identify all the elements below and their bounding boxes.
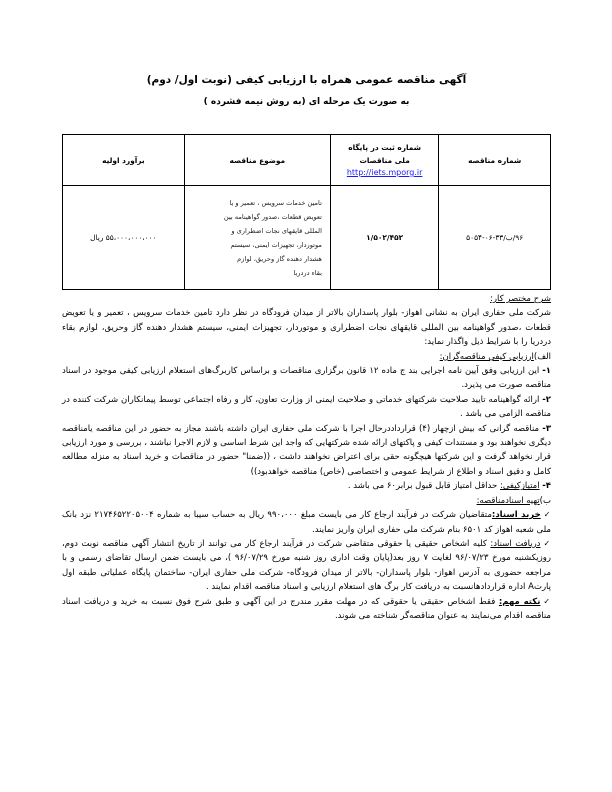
section-a-prefix: الف) (533, 351, 551, 362)
list-item (62, 364, 551, 393)
item4-text: حداقل امتیاز قابل قبول برابر۶۰ می باشد . (347, 481, 498, 492)
section-b-prefix: ب) (539, 495, 551, 506)
section-b-title: تهیه اسنادمناقصه: (476, 495, 540, 506)
cell-estimate: ۵۵،۰۰۰،۰۰۰،۰۰۰ ریال (63, 186, 185, 290)
notice-title: آگهی مناقصه عمومی همراه با ارزیابی کیفی (نوبت اول/ دوم) (146, 74, 467, 86)
purchase-text: متقاضیان شرکت در فرآیند ارجاع کار می بایست مبلغ ۹۹۰،۰۰۰ ریال به حساب سیبا به شماره ۲۱۷۴۶۵۲۲۰۵۰۰۴ نزد بانک ملی شعبه اهواز کد ۶۵۰۱ بنام شرکت ملی حفاری ایران واریز نمایند. (62, 510, 551, 535)
receive-text: کلیه اشخاص حقیقی یا حقوقی متقاضی شرکت در فرآیند ارجاع کار می توانند از تاریخ انتشار آگهی مناقصه نوبت دوم، روزیکشنبه مورخ ۹۶/۰۷/۲۳ لغایت ۷ روز بعد(پایان وقت اداری روز شنبه مورخ ۹۶/۰۷/۲۹ )، می بایست ضمن ارسال تقاضای رسمی و با مراجعه حضوری به آدرس اهواز- بلوار پاسداران- بالاتر از میدان فرودگاه- شرکت ملی حفاری ایران- ساختمان پایگاه عملیاتی طبقه اول پارتA اداره قراردادهانسبت به دریافت کار برگ های استعلام ارزیابی و اسناد مناقصه اقدام نمایند . (62, 538, 551, 593)
item-number: ۳- (542, 423, 552, 434)
notice-body (62, 292, 551, 623)
purchase-label: خرید اسناد: (491, 510, 541, 521)
item4-label: امتیازکیفی: (499, 481, 540, 492)
note-paragraph (62, 595, 551, 624)
subject-line: موتوردار، تجهیزات ایمنی، سیستم (230, 240, 322, 249)
list-item (62, 479, 551, 493)
table-row (63, 186, 551, 290)
item-number: ۴- (542, 481, 551, 492)
section-a-title: ارزیابی کیفی مناقصه‌گران: (439, 351, 534, 362)
tender-table (62, 134, 551, 290)
subject-line: تعویض قطعات ،صدور گواهینامه بین (223, 212, 322, 221)
receive-label: دریافت اسناد: (490, 538, 541, 549)
header-subject: موضوع مناقصه (184, 135, 330, 186)
checkmark-icon: ✓ (543, 596, 552, 606)
summary-heading: شرح مختصر کار: (490, 294, 551, 304)
subject-line: هشدار دهنده گاز وحریق، لوازم (237, 254, 322, 263)
summary-text: شرکت ملی حفاری ایران به نشانی اهواز- بلوار پاسداران بالاتر از میدان فرودگاه در نظر دارد تامین خدمات سرویس ، تعمیر و یا تعویض قطعات ،صدور گواهینامه بین المللی قایقهای نجات اضطراری و موتوردار، تجهیزات ایمنی، سیستم هشدار دهنده گاز وحریق، لوازم بقاء دردریا را با شرایط ذیل واگذار نماید: (62, 308, 551, 348)
header-tender-no: شماره مناقصه (439, 135, 551, 186)
list-item (62, 393, 551, 422)
list-item (62, 422, 551, 480)
note-label: نکته مهم: (498, 596, 541, 607)
header-reg-line1: شماره ثبت در پایگاه (348, 143, 421, 152)
item-number: ۲- (542, 394, 551, 405)
subject-line: بقاء دردریا (293, 268, 322, 277)
header-registration-no (330, 135, 438, 186)
cell-registration-no: ۱/۵۰۲/۴۵۲ (330, 186, 438, 290)
checkmark-icon: ✓ (543, 510, 552, 520)
header-estimate: برآورد اولیه (63, 135, 185, 186)
item-text: این ارزیابی وفق آیین نامه اجرایی بند ج ماده ۱۲ قانون برگزاری مناقصات و براساس کاربرگ‌های استعلام ارزیابی کیفی موجود در اسناد مناقصه صورت می پذیرد. (62, 366, 551, 391)
header-reg-line2: ملی مناقصات (359, 156, 410, 165)
item-number: ۱- (542, 366, 551, 377)
subject-line: المللی قایقهای نجات اضطراری و (231, 226, 322, 235)
table-header-row (63, 135, 551, 186)
note-text: فقط اشخاص حقیقی یا حقوقی که در مهلت مقرر مندرج در این آگهی و طبق شرح فوق نسبت به خرید و دریافت اسناد مناقصه اقدام می‌نمایند به عنوان مناقصه‌گر شناخته می شوند. (62, 596, 551, 621)
purchase-paragraph (62, 508, 551, 537)
subject-line: تامین خدمات سرویس ، تعمیر و یا (229, 198, 322, 207)
notice-subtitle: به صورت یک مرحله ای (به روش نیمه فشرده ) (203, 97, 410, 107)
item-text: مناقصه گرانی که بیش ازچهار (۴) قرارداددرحال اجرا با شرکت ملی حفاری ایران داشته باشند مجاز به حضور در این مناقصه یامناقصه دیگری نخواهند بود و مستندات کیفی و پاکتهای ارائه شده شرکتهایی که واجد این شرط اساسی و لازم الاجرا نباشند ، بررسی و مورد ارزیابی قرار نخواهد گرفت و این شرکتها هیچگونه حقی برای اعتراض نخواهند داشت ، ((ضمنا" حضور در مناقصات و خرید اسناد به منزله مطالعه کامل و دقیق اسناد و اطلاع از شرایط عمومی و اختصاصی (خاص) مناقصه خواهدبود)) (62, 423, 551, 477)
receive-paragraph (62, 537, 551, 595)
cell-subject (184, 186, 330, 290)
item-text: ارائه گواهینامه تایید صلاحیت شرکتهای خدماتی و صلاحیت ایمنی از وزارت تعاون، کار و رفاه اجتماعی توسط پیمانکاران شرکت کننده در مناقصه الزامی می باشد . (62, 394, 551, 420)
checkmark-icon: ✓ (543, 538, 552, 548)
registration-url-link[interactable]: http://iets.mporg.ir (346, 168, 423, 177)
cell-tender-no: ۹۶/ب/۳۳-۰۶-۵۰۵۴ (439, 186, 551, 290)
